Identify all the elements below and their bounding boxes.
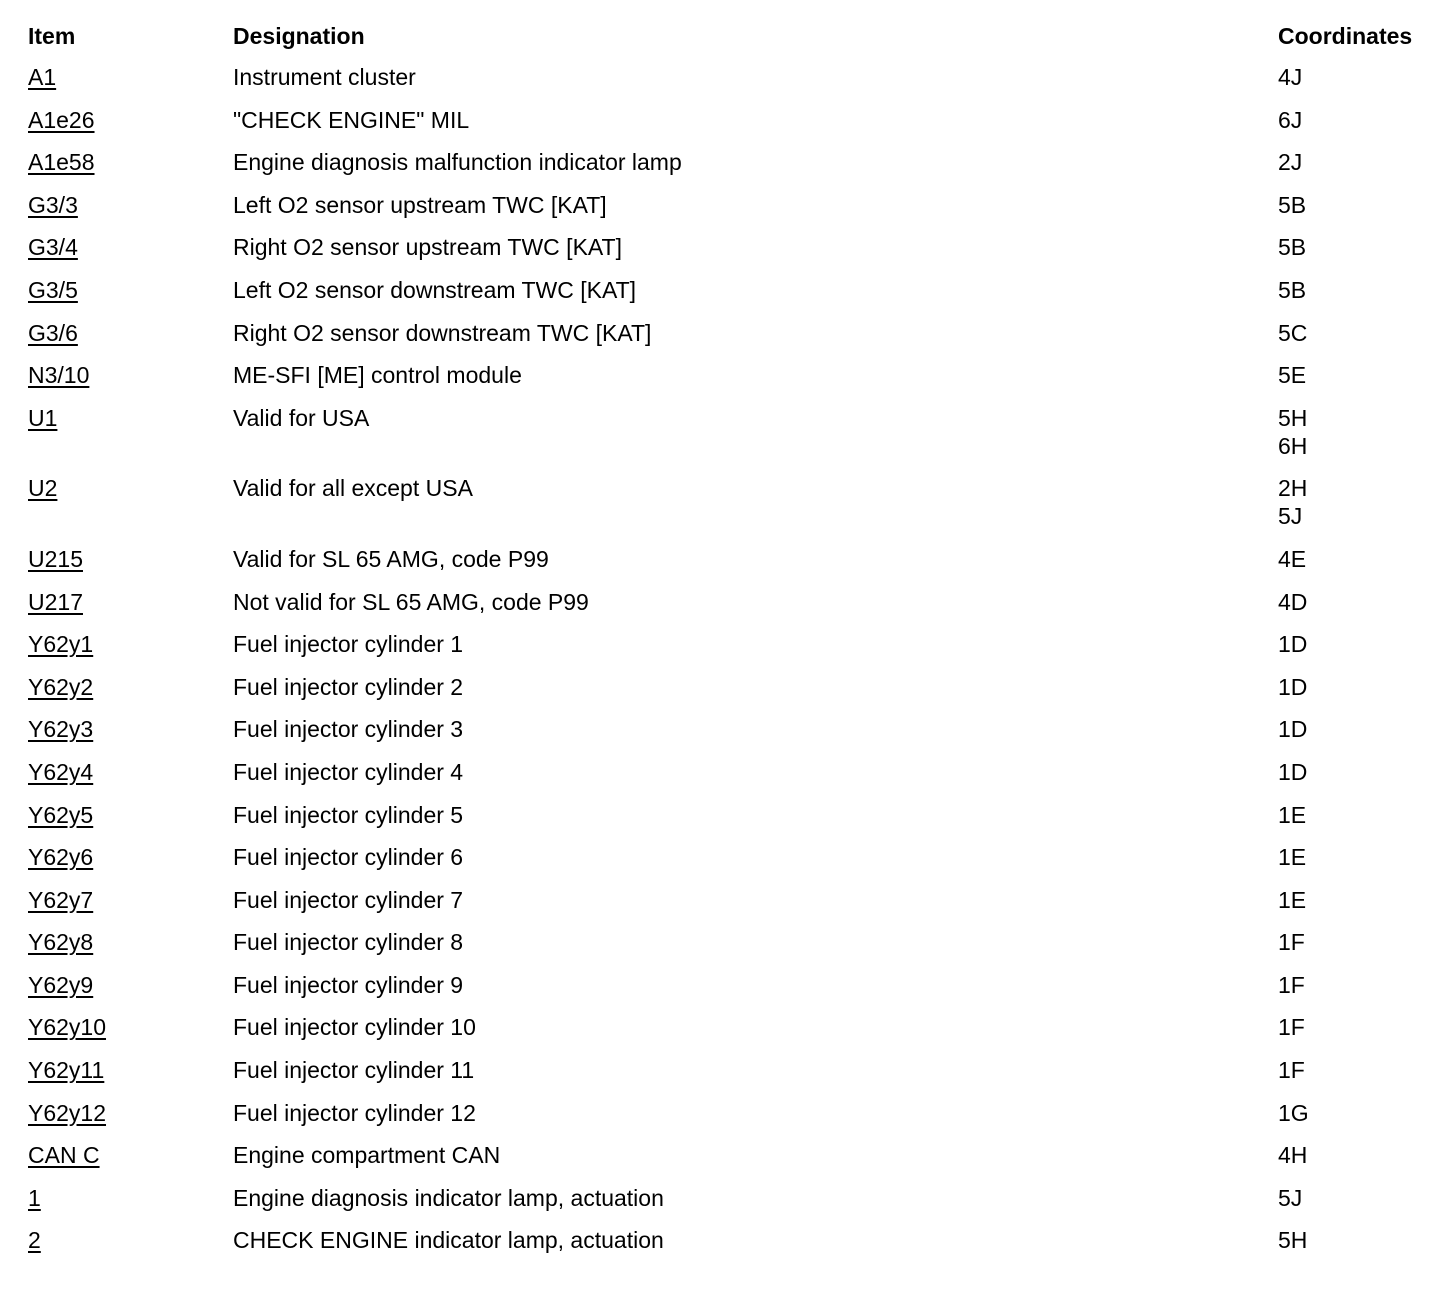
designation-cell: Valid for SL 65 AMG, code P99: [233, 545, 549, 572]
item-cell: [28, 276, 233, 304]
item-cell: [28, 801, 233, 829]
coordinate-value: 1D: [1278, 673, 1308, 700]
table-row: [28, 99, 1438, 142]
designation-cell: Fuel injector cylinder 4: [233, 758, 464, 785]
designation-cell: Fuel injector cylinder 7: [233, 886, 464, 913]
item-link[interactable]: Y62y6: [28, 844, 94, 871]
coordinates-cell: [1278, 545, 1438, 573]
designation-cell: Fuel injector cylinder 11: [233, 1057, 475, 1084]
item-link[interactable]: A1: [28, 64, 57, 90]
item-link[interactable]: Y62y5: [28, 801, 94, 828]
item-cell: [28, 928, 233, 956]
coordinates-cell: [1278, 886, 1438, 914]
table-row: [28, 666, 1438, 709]
coordinates-cell: [1278, 474, 1438, 530]
coordinate-value: 2J: [1278, 149, 1303, 176]
designation-cell: Engine compartment CAN: [233, 1142, 501, 1169]
table-row: [28, 56, 1438, 99]
coordinate-value: 1F: [1278, 929, 1305, 956]
legend-table: [28, 20, 1438, 1262]
coordinates-cell: [1278, 843, 1438, 871]
designation-cell: Right O2 sensor downstream TWC [KAT]: [233, 319, 652, 346]
table-row: [28, 1177, 1438, 1220]
coordinate-value: 4H: [1278, 1142, 1308, 1169]
designation-cell: Fuel injector cylinder 1: [233, 631, 464, 658]
item-link[interactable]: U217: [28, 588, 83, 615]
coordinates-cell: [1278, 1056, 1438, 1084]
item-cell: [28, 148, 233, 176]
designation-cell: CHECK ENGINE indicator lamp, actuation: [233, 1227, 664, 1254]
coordinates-cell: [1278, 801, 1438, 829]
table-row: [28, 1219, 1438, 1262]
item-link[interactable]: Y62y7: [28, 886, 94, 913]
table-row: [28, 836, 1438, 879]
coordinates-cell: [1278, 971, 1438, 999]
item-cell: [28, 886, 233, 914]
designation-cell: Fuel injector cylinder 5: [233, 801, 464, 828]
coordinates-cell: [1278, 1226, 1438, 1254]
designation-cell: Engine diagnosis indicator lamp, actuation: [233, 1184, 664, 1211]
table-row: [28, 1092, 1438, 1135]
item-cell: [28, 715, 233, 743]
coordinates-column-header: Coordinates: [1278, 23, 1413, 49]
designation-cell: Valid for USA: [233, 404, 370, 431]
legend-rows: [28, 56, 1438, 1262]
coordinates-cell: [1278, 191, 1438, 219]
table-row: [28, 794, 1438, 837]
coordinates-cell: [1278, 404, 1438, 460]
table-row: [28, 467, 1438, 538]
item-link[interactable]: U2: [28, 475, 58, 502]
item-cell: [28, 1013, 233, 1041]
coordinate-value: 5H: [1278, 1227, 1308, 1254]
designation-cell: Fuel injector cylinder 2: [233, 673, 464, 700]
coordinate-value: 1D: [1278, 631, 1308, 658]
coordinate-value: 4D: [1278, 588, 1308, 615]
item-link[interactable]: Y62y4: [28, 758, 94, 785]
item-cell: [28, 1184, 233, 1212]
designation-cell: Fuel injector cylinder 6: [233, 844, 464, 871]
coordinates-cell: [1278, 928, 1438, 956]
item-cell: [28, 233, 233, 261]
item-link[interactable]: G3/6: [28, 319, 78, 346]
item-link[interactable]: Y62y11: [28, 1057, 105, 1084]
item-cell: [28, 319, 233, 347]
item-cell: [28, 1056, 233, 1084]
item-cell: [28, 630, 233, 658]
item-link[interactable]: Y62y12: [28, 1099, 107, 1126]
item-cell: [28, 191, 233, 219]
coordinate-value: 1D: [1278, 758, 1308, 785]
coordinates-cell: [1278, 361, 1438, 389]
coordinate-value: 1E: [1278, 844, 1307, 871]
coordinates-cell: [1278, 233, 1438, 261]
coordinate-value: 5H: [1278, 404, 1308, 431]
coordinate-value: 5E: [1278, 362, 1307, 389]
item-link[interactable]: 2: [28, 1227, 41, 1254]
coordinates-cell: [1278, 588, 1438, 616]
table-row: [28, 879, 1438, 922]
table-row: [28, 538, 1438, 581]
coordinates-cell: [1278, 148, 1438, 176]
table-row: [28, 581, 1438, 624]
coordinate-value: 5B: [1278, 191, 1307, 218]
coordinate-value: 1F: [1278, 1057, 1305, 1084]
coordinates-cell: [1278, 276, 1438, 304]
designation-cell: Fuel injector cylinder 3: [233, 716, 464, 743]
designation-cell: Fuel injector cylinder 12: [233, 1099, 476, 1126]
designation-cell: Right O2 sensor upstream TWC [KAT]: [233, 234, 622, 261]
coordinate-value: 2H: [1278, 475, 1308, 502]
item-cell: [28, 404, 233, 432]
item-link[interactable]: Y62y2: [28, 673, 94, 700]
item-cell: [28, 63, 233, 91]
coordinates-cell: [1278, 63, 1438, 91]
item-cell: [28, 106, 233, 134]
legend-header-row: [28, 20, 1438, 56]
designation-cell: Instrument cluster: [233, 64, 416, 90]
designation-cell: Fuel injector cylinder 8: [233, 929, 464, 956]
item-link[interactable]: U1: [28, 404, 58, 431]
coordinate-value: 5J: [1278, 1184, 1303, 1211]
item-link[interactable]: G3/3: [28, 191, 78, 218]
coordinate-value: 1F: [1278, 1014, 1305, 1041]
item-link[interactable]: N3/10: [28, 362, 90, 389]
table-row: [28, 751, 1438, 794]
designation-cell: Not valid for SL 65 AMG, code P99: [233, 588, 589, 615]
table-row: [28, 921, 1438, 964]
coordinates-cell: [1278, 1013, 1438, 1041]
item-column-header: Item: [28, 23, 76, 49]
coordinates-cell: [1278, 1184, 1438, 1212]
item-cell: [28, 545, 233, 573]
item-cell: [28, 474, 233, 502]
item-cell: [28, 971, 233, 999]
item-link[interactable]: G3/4: [28, 234, 78, 261]
item-link[interactable]: A1e26: [28, 106, 95, 133]
designation-column-header: Designation: [233, 23, 365, 49]
item-link[interactable]: A1e58: [28, 149, 95, 176]
coordinate-value: 5B: [1278, 234, 1307, 261]
coordinates-cell: [1278, 758, 1438, 786]
coordinate-value: 1G: [1278, 1099, 1309, 1126]
table-row: [28, 312, 1438, 355]
coordinate-value: 4E: [1278, 545, 1307, 572]
designation-cell: Fuel injector cylinder 9: [233, 971, 464, 998]
designation-cell: Left O2 sensor downstream TWC [KAT]: [233, 276, 637, 303]
table-row: [28, 269, 1438, 312]
table-row: [28, 1049, 1438, 1092]
item-link[interactable]: Y62y3: [28, 716, 94, 743]
coordinate-value: 4J: [1278, 64, 1303, 90]
coordinates-cell: [1278, 106, 1438, 134]
coordinate-value: 5J: [1278, 503, 1303, 530]
coordinates-cell: [1278, 673, 1438, 701]
item-link[interactable]: 1: [28, 1184, 41, 1211]
item-cell: [28, 1226, 233, 1254]
table-row: [28, 708, 1438, 751]
coordinate-value: 1D: [1278, 716, 1308, 743]
item-cell: [28, 1141, 233, 1169]
item-cell: [28, 1099, 233, 1127]
table-row: [28, 1006, 1438, 1049]
coordinate-value: 1E: [1278, 886, 1307, 913]
designation-cell: ME-SFI [ME] control module: [233, 362, 522, 389]
table-row: [28, 1134, 1438, 1177]
item-cell: [28, 758, 233, 786]
item-link[interactable]: CAN C: [28, 1142, 100, 1169]
table-row: [28, 226, 1438, 269]
coordinates-cell: [1278, 715, 1438, 743]
designation-cell: Left O2 sensor upstream TWC [KAT]: [233, 191, 607, 218]
coordinate-value: 5C: [1278, 319, 1308, 346]
coordinate-value: 1E: [1278, 801, 1307, 828]
table-row: [28, 354, 1438, 397]
coordinates-cell: [1278, 1141, 1438, 1169]
item-cell: [28, 843, 233, 871]
item-cell: [28, 361, 233, 389]
coordinate-value: 5B: [1278, 276, 1307, 303]
coordinates-cell: [1278, 1099, 1438, 1127]
designation-cell: "CHECK ENGINE" MIL: [233, 106, 470, 133]
designation-cell: Fuel injector cylinder 10: [233, 1014, 476, 1041]
coordinates-cell: [1278, 630, 1438, 658]
designation-cell: Valid for all except USA: [233, 475, 473, 502]
item-cell: [28, 588, 233, 616]
table-row: [28, 964, 1438, 1007]
table-row: [28, 397, 1438, 468]
table-row: [28, 184, 1438, 227]
table-row: [28, 623, 1438, 666]
coordinate-value: 6J: [1278, 106, 1303, 133]
coordinate-value: 1F: [1278, 971, 1305, 998]
item-link[interactable]: U215: [28, 545, 83, 572]
designation-cell: Engine diagnosis malfunction indicator lamp: [233, 149, 682, 176]
coordinate-value: 6H: [1278, 432, 1308, 459]
item-link[interactable]: Y62y8: [28, 929, 94, 956]
coordinates-cell: [1278, 319, 1438, 347]
item-cell: [28, 673, 233, 701]
item-link[interactable]: Y62y9: [28, 971, 94, 998]
table-row: [28, 141, 1438, 184]
item-link[interactable]: G3/5: [28, 276, 78, 303]
item-link[interactable]: Y62y1: [28, 631, 94, 658]
item-link[interactable]: Y62y10: [28, 1014, 107, 1041]
